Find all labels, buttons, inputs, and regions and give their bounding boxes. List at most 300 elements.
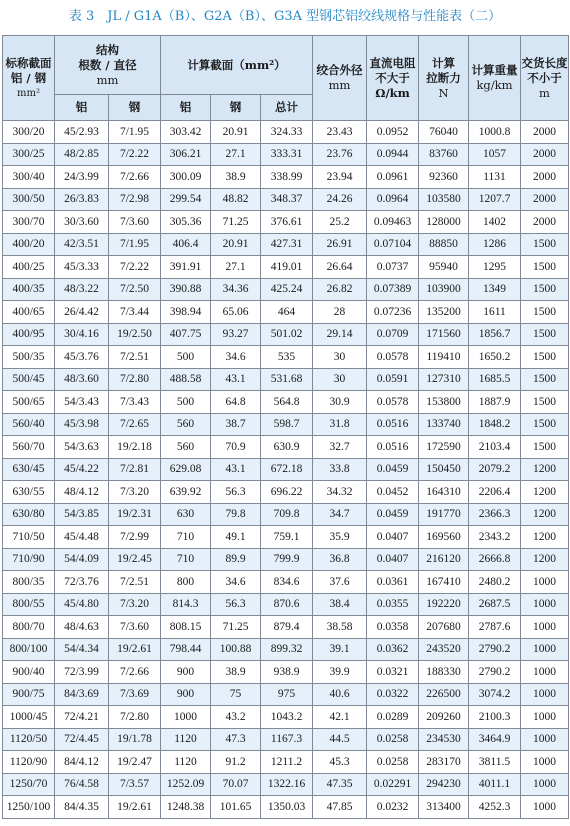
cell-area-total: 879.4 [261, 616, 313, 639]
cell-nominal: 900/75 [3, 683, 55, 706]
cell-dc-resistance: 0.0459 [367, 458, 419, 481]
cell-structure-steel: 19/2.50 [109, 323, 161, 346]
cell-dc-resistance: 0.0362 [367, 638, 419, 661]
header-delivery-length [521, 36, 569, 121]
cell-weight: 2787.6 [469, 616, 521, 639]
cell-nominal: 560/40 [3, 413, 55, 436]
cell-structure-steel: 7/3.57 [109, 773, 161, 796]
cell-weight: 1295 [469, 256, 521, 279]
cell-structure-al: 72/3.76 [55, 571, 109, 594]
table-row [3, 323, 569, 346]
cell-structure-al: 48/3.60 [55, 368, 109, 391]
cell-dc-resistance: 0.0407 [367, 548, 419, 571]
cell-area-total: 709.8 [261, 503, 313, 526]
cell-nominal: 630/45 [3, 458, 55, 481]
cell-area-steel: 89.9 [211, 548, 261, 571]
cell-dc-resistance: 0.0952 [367, 121, 419, 144]
cell-outer-diameter: 33.8 [313, 458, 367, 481]
cell-weight: 2666.8 [469, 548, 521, 571]
cell-structure-al: 54/3.43 [55, 391, 109, 414]
header-breaking-force-line2: 拉断力 [426, 70, 461, 85]
cell-delivery-length: 1000 [521, 616, 569, 639]
cell-dc-resistance: 0.0516 [367, 413, 419, 436]
header-outer-diameter-unit: mm [328, 78, 351, 92]
cell-nominal: 400/25 [3, 256, 55, 279]
cell-area-total: 870.6 [261, 593, 313, 616]
cell-delivery-length: 1500 [521, 368, 569, 391]
cell-area-al: 1120 [161, 728, 211, 751]
cell-area-steel: 43.1 [211, 458, 261, 481]
cell-structure-steel: 7/3.20 [109, 481, 161, 504]
table-row [3, 773, 569, 796]
header-breaking-force [419, 36, 469, 121]
cell-breaking-force: 164310 [419, 481, 469, 504]
cell-structure-al: 42/3.51 [55, 233, 109, 256]
cell-area-al: 391.91 [161, 256, 211, 279]
cell-dc-resistance: 0.0232 [367, 796, 419, 819]
cell-delivery-length: 1500 [521, 256, 569, 279]
cell-area-total: 376.61 [261, 211, 313, 234]
table-row [3, 616, 569, 639]
cell-dc-resistance: 0.0289 [367, 706, 419, 729]
cell-nominal: 500/65 [3, 391, 55, 414]
table-row [3, 571, 569, 594]
cell-structure-al: 45/4.80 [55, 593, 109, 616]
cell-structure-steel: 7/2.66 [109, 166, 161, 189]
cell-area-al: 306.21 [161, 143, 211, 166]
cell-weight: 2790.2 [469, 661, 521, 684]
header-nominal-unit: mm² [17, 87, 40, 99]
cell-area-al: 560 [161, 413, 211, 436]
table-row [3, 391, 569, 414]
cell-delivery-length: 1200 [521, 526, 569, 549]
cell-structure-steel: 7/2.66 [109, 661, 161, 684]
header-area-total: 总计 [261, 95, 313, 121]
cell-area-al: 303.42 [161, 121, 211, 144]
cell-nominal: 400/35 [3, 278, 55, 301]
cell-dc-resistance: 0.0944 [367, 143, 419, 166]
cell-delivery-length: 1500 [521, 278, 569, 301]
cell-structure-steel: 7/3.43 [109, 391, 161, 414]
cell-structure-steel: 7/1.95 [109, 121, 161, 144]
cell-weight: 2480.2 [469, 571, 521, 594]
cell-outer-diameter: 42.1 [313, 706, 367, 729]
cell-outer-diameter: 37.6 [313, 571, 367, 594]
header-nominal-section [3, 36, 55, 121]
cell-area-al: 900 [161, 661, 211, 684]
cell-structure-steel: 19/2.45 [109, 548, 161, 571]
cell-structure-steel: 19/2.61 [109, 796, 161, 819]
cell-outer-diameter: 30.9 [313, 391, 367, 414]
cell-area-steel: 27.1 [211, 256, 261, 279]
cell-outer-diameter: 32.7 [313, 436, 367, 459]
cell-area-total: 696.22 [261, 481, 313, 504]
cell-dc-resistance: 0.02291 [367, 773, 419, 796]
cell-structure-steel: 7/2.81 [109, 458, 161, 481]
cell-structure-steel: 7/2.99 [109, 526, 161, 549]
cell-area-al: 406.4 [161, 233, 211, 256]
cell-outer-diameter: 39.1 [313, 638, 367, 661]
cell-area-total: 427.31 [261, 233, 313, 256]
cell-weight: 1650.2 [469, 346, 521, 369]
cell-area-steel: 100.88 [211, 638, 261, 661]
cell-delivery-length: 1500 [521, 233, 569, 256]
cell-area-steel: 91.2 [211, 751, 261, 774]
cell-outer-diameter: 26.91 [313, 233, 367, 256]
cell-area-steel: 38.9 [211, 166, 261, 189]
cell-structure-al: 72/4.21 [55, 706, 109, 729]
table-row [3, 593, 569, 616]
header-outer-diameter-line1: 绞合外径 [316, 63, 363, 77]
cell-structure-al: 30/3.60 [55, 211, 109, 234]
cell-structure-al: 48/4.63 [55, 616, 109, 639]
cell-nominal: 1120/90 [3, 751, 55, 774]
cell-dc-resistance: 0.09463 [367, 211, 419, 234]
header-structure-line1: 结构 [96, 42, 119, 57]
cell-breaking-force: 243520 [419, 638, 469, 661]
cell-area-total: 425.24 [261, 278, 313, 301]
table-row [3, 638, 569, 661]
cell-structure-steel: 7/2.51 [109, 346, 161, 369]
cell-nominal: 800/35 [3, 571, 55, 594]
cell-structure-al: 26/4.42 [55, 301, 109, 324]
cell-weight: 1611 [469, 301, 521, 324]
table-row [3, 278, 569, 301]
header-delivery-length-unit: m [539, 85, 550, 100]
cell-delivery-length: 2000 [521, 166, 569, 189]
cell-dc-resistance: 0.07236 [367, 301, 419, 324]
cell-delivery-length: 1500 [521, 346, 569, 369]
cell-dc-resistance: 0.0361 [367, 571, 419, 594]
cell-outer-diameter: 47.85 [313, 796, 367, 819]
cell-area-total: 759.1 [261, 526, 313, 549]
header-structure-al: 铝 [55, 95, 109, 121]
cell-outer-diameter: 35.9 [313, 526, 367, 549]
cell-outer-diameter: 30 [313, 346, 367, 369]
header-calc-area: 计算截面（mm²） [161, 36, 313, 95]
cell-area-steel: 34.36 [211, 278, 261, 301]
cell-outer-diameter: 34.7 [313, 503, 367, 526]
table-row [3, 751, 569, 774]
cell-area-al: 305.36 [161, 211, 211, 234]
cell-area-al: 808.15 [161, 616, 211, 639]
cell-area-total: 1043.2 [261, 706, 313, 729]
cell-weight: 1057 [469, 143, 521, 166]
cell-outer-diameter: 23.76 [313, 143, 367, 166]
cell-area-total: 1350.03 [261, 796, 313, 819]
cell-area-steel: 48.82 [211, 188, 261, 211]
cell-structure-steel: 7/2.22 [109, 256, 161, 279]
cell-area-al: 1248.38 [161, 796, 211, 819]
cell-breaking-force: 283170 [419, 751, 469, 774]
cell-dc-resistance: 0.0321 [367, 661, 419, 684]
cell-outer-diameter: 40.6 [313, 683, 367, 706]
cell-breaking-force: 127310 [419, 368, 469, 391]
table-row [3, 121, 569, 144]
cell-area-al: 488.58 [161, 368, 211, 391]
cell-nominal: 1250/100 [3, 796, 55, 819]
cell-weight: 1349 [469, 278, 521, 301]
cell-dc-resistance: 0.0258 [367, 751, 419, 774]
cell-delivery-length: 1000 [521, 571, 569, 594]
cell-nominal: 630/55 [3, 481, 55, 504]
cell-outer-diameter: 25.2 [313, 211, 367, 234]
cell-breaking-force: 171560 [419, 323, 469, 346]
cell-area-al: 407.75 [161, 323, 211, 346]
cell-outer-diameter: 24.26 [313, 188, 367, 211]
cell-delivery-length: 2000 [521, 188, 569, 211]
cell-structure-al: 48/2.85 [55, 143, 109, 166]
header-weight-unit: kg/km [476, 78, 513, 92]
cell-nominal: 500/35 [3, 346, 55, 369]
header-delivery-length-line1: 交货长度 [521, 55, 568, 70]
cell-area-total: 630.9 [261, 436, 313, 459]
cell-weight: 3811.5 [469, 751, 521, 774]
cell-dc-resistance: 0.0258 [367, 728, 419, 751]
cell-area-total: 348.37 [261, 188, 313, 211]
cell-dc-resistance: 0.0459 [367, 503, 419, 526]
cell-structure-steel: 19/2.31 [109, 503, 161, 526]
cell-area-al: 639.92 [161, 481, 211, 504]
cell-area-total: 531.68 [261, 368, 313, 391]
cell-delivery-length: 1200 [521, 481, 569, 504]
cell-breaking-force: 88850 [419, 233, 469, 256]
cell-breaking-force: 153800 [419, 391, 469, 414]
cell-breaking-force: 83760 [419, 143, 469, 166]
cell-delivery-length: 2000 [521, 121, 569, 144]
cell-structure-al: 45/3.76 [55, 346, 109, 369]
cell-delivery-length: 1500 [521, 391, 569, 414]
cell-area-steel: 49.1 [211, 526, 261, 549]
cell-delivery-length: 1200 [521, 548, 569, 571]
cell-weight: 1207.7 [469, 188, 521, 211]
cell-nominal: 900/40 [3, 661, 55, 684]
cell-outer-diameter: 39.9 [313, 661, 367, 684]
cell-breaking-force: 192220 [419, 593, 469, 616]
cell-structure-al: 45/2.93 [55, 121, 109, 144]
cell-area-al: 560 [161, 436, 211, 459]
cell-structure-al: 24/3.99 [55, 166, 109, 189]
cell-breaking-force: 209260 [419, 706, 469, 729]
cell-weight: 1856.7 [469, 323, 521, 346]
header-structure [55, 36, 161, 95]
cell-area-steel: 20.91 [211, 233, 261, 256]
cell-delivery-length: 1000 [521, 728, 569, 751]
cell-weight: 2100.3 [469, 706, 521, 729]
cell-delivery-length: 2000 [521, 143, 569, 166]
cell-nominal: 630/80 [3, 503, 55, 526]
cell-area-al: 500 [161, 391, 211, 414]
cell-area-al: 710 [161, 548, 211, 571]
cell-area-al: 500 [161, 346, 211, 369]
cell-outer-diameter: 26.64 [313, 256, 367, 279]
cell-area-steel: 56.3 [211, 593, 261, 616]
table-row [3, 368, 569, 391]
cell-structure-al: 72/3.99 [55, 661, 109, 684]
cell-delivery-length: 1000 [521, 751, 569, 774]
cell-delivery-length: 1200 [521, 458, 569, 481]
cell-area-al: 300.09 [161, 166, 211, 189]
cell-delivery-length: 2000 [521, 211, 569, 234]
cell-outer-diameter: 23.94 [313, 166, 367, 189]
table-row [3, 233, 569, 256]
cell-nominal: 800/100 [3, 638, 55, 661]
cell-structure-al: 26/3.83 [55, 188, 109, 211]
cell-structure-steel: 7/2.65 [109, 413, 161, 436]
header-dc-resistance [367, 36, 419, 121]
cell-area-steel: 43.1 [211, 368, 261, 391]
cell-breaking-force: 226500 [419, 683, 469, 706]
cell-area-total: 464 [261, 301, 313, 324]
cell-nominal: 300/25 [3, 143, 55, 166]
cell-structure-al: 30/4.16 [55, 323, 109, 346]
table-row [3, 706, 569, 729]
header-structure-line2: 根数 / 直径 [78, 57, 137, 72]
cell-weight: 2103.4 [469, 436, 521, 459]
cell-delivery-length: 1000 [521, 661, 569, 684]
cell-structure-al: 45/4.48 [55, 526, 109, 549]
cell-area-total: 324.33 [261, 121, 313, 144]
table-row [3, 256, 569, 279]
cell-breaking-force: 76040 [419, 121, 469, 144]
cell-breaking-force: 128000 [419, 211, 469, 234]
cell-nominal: 800/55 [3, 593, 55, 616]
cell-weight: 1402 [469, 211, 521, 234]
cell-delivery-length: 1000 [521, 683, 569, 706]
table-row [3, 548, 569, 571]
cell-weight: 4011.1 [469, 773, 521, 796]
cell-weight: 2079.2 [469, 458, 521, 481]
cell-area-steel: 71.25 [211, 616, 261, 639]
cell-area-total: 535 [261, 346, 313, 369]
cell-nominal: 560/70 [3, 436, 55, 459]
cell-area-al: 814.3 [161, 593, 211, 616]
cell-structure-steel: 7/3.60 [109, 616, 161, 639]
cell-structure-al: 84/3.69 [55, 683, 109, 706]
cell-weight: 2343.2 [469, 526, 521, 549]
cell-weight: 1000.8 [469, 121, 521, 144]
cell-area-steel: 47.3 [211, 728, 261, 751]
table-row [3, 346, 569, 369]
cell-nominal: 1120/50 [3, 728, 55, 751]
cell-breaking-force: 95940 [419, 256, 469, 279]
cell-area-al: 630 [161, 503, 211, 526]
cell-nominal: 300/50 [3, 188, 55, 211]
table-row [3, 481, 569, 504]
cell-structure-al: 54/3.63 [55, 436, 109, 459]
cell-structure-al: 76/4.58 [55, 773, 109, 796]
cell-dc-resistance: 0.0578 [367, 391, 419, 414]
cell-structure-al: 45/4.22 [55, 458, 109, 481]
cell-delivery-length: 1500 [521, 301, 569, 324]
cell-structure-al: 84/4.35 [55, 796, 109, 819]
cell-structure-al: 72/4.45 [55, 728, 109, 751]
cell-area-steel: 70.07 [211, 773, 261, 796]
cell-weight: 1887.9 [469, 391, 521, 414]
table-row [3, 301, 569, 324]
cell-area-al: 299.54 [161, 188, 211, 211]
table-row [3, 436, 569, 459]
cell-breaking-force: 103900 [419, 278, 469, 301]
cell-nominal: 400/20 [3, 233, 55, 256]
table-row [3, 661, 569, 684]
header-area-al: 铝 [161, 95, 211, 121]
cell-dc-resistance: 0.0578 [367, 346, 419, 369]
cell-structure-steel: 7/3.44 [109, 301, 161, 324]
cell-area-steel: 65.06 [211, 301, 261, 324]
cell-dc-resistance: 0.0516 [367, 436, 419, 459]
cell-delivery-length: 1000 [521, 706, 569, 729]
cell-area-steel: 64.8 [211, 391, 261, 414]
table-row [3, 458, 569, 481]
cell-nominal: 500/45 [3, 368, 55, 391]
cell-nominal: 710/90 [3, 548, 55, 571]
cell-area-steel: 34.6 [211, 346, 261, 369]
cell-area-al: 390.88 [161, 278, 211, 301]
cell-delivery-length: 1000 [521, 638, 569, 661]
cell-outer-diameter: 34.32 [313, 481, 367, 504]
table-row [3, 526, 569, 549]
header-row-main [3, 36, 569, 95]
cell-weight: 2206.4 [469, 481, 521, 504]
cell-area-steel: 101.65 [211, 796, 261, 819]
cell-outer-diameter: 38.4 [313, 593, 367, 616]
cell-delivery-length: 1500 [521, 436, 569, 459]
cell-weight: 3074.2 [469, 683, 521, 706]
cell-nominal: 800/70 [3, 616, 55, 639]
cell-weight: 3464.9 [469, 728, 521, 751]
cell-dc-resistance: 0.0709 [367, 323, 419, 346]
cell-structure-steel: 7/3.20 [109, 593, 161, 616]
cell-breaking-force: 150450 [419, 458, 469, 481]
cell-area-steel: 34.6 [211, 571, 261, 594]
cell-dc-resistance: 0.0355 [367, 593, 419, 616]
cell-breaking-force: 103580 [419, 188, 469, 211]
cell-structure-al: 54/3.85 [55, 503, 109, 526]
cell-delivery-length: 1000 [521, 796, 569, 819]
cell-delivery-length: 1000 [521, 593, 569, 616]
cell-dc-resistance: 0.07389 [367, 278, 419, 301]
cell-nominal: 400/95 [3, 323, 55, 346]
cell-outer-diameter: 31.8 [313, 413, 367, 436]
cell-area-total: 333.31 [261, 143, 313, 166]
cell-area-total: 419.01 [261, 256, 313, 279]
cell-area-total: 338.99 [261, 166, 313, 189]
cell-weight: 2366.3 [469, 503, 521, 526]
cell-structure-steel: 19/2.61 [109, 638, 161, 661]
cell-area-total: 938.9 [261, 661, 313, 684]
cell-outer-diameter: 30 [313, 368, 367, 391]
cell-area-al: 800 [161, 571, 211, 594]
table-row [3, 683, 569, 706]
cell-structure-steel: 7/3.69 [109, 683, 161, 706]
header-nominal-line1: 标称截面 [5, 55, 52, 70]
table-row [3, 166, 569, 189]
cell-area-al: 710 [161, 526, 211, 549]
cell-structure-steel: 7/2.98 [109, 188, 161, 211]
cell-outer-diameter: 44.5 [313, 728, 367, 751]
cell-area-al: 1252.09 [161, 773, 211, 796]
cell-structure-al: 84/4.12 [55, 751, 109, 774]
cell-area-steel: 70.9 [211, 436, 261, 459]
header-structure-unit: mm [96, 72, 119, 87]
cell-dc-resistance: 0.0961 [367, 166, 419, 189]
cell-structure-steel: 7/2.22 [109, 143, 161, 166]
cell-weight: 2790.2 [469, 638, 521, 661]
cell-area-al: 629.08 [161, 458, 211, 481]
header-dc-resistance-line2: 不大于 [375, 70, 410, 85]
header-area-steel: 钢 [211, 95, 261, 121]
